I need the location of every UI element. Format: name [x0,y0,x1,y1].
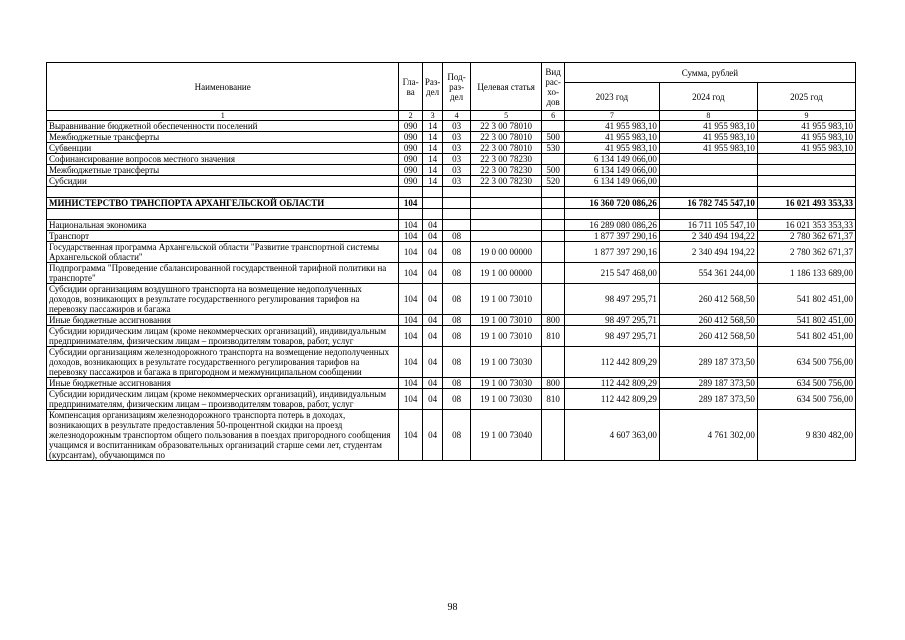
row-celevaya [470,209,542,220]
row-podrazdel [443,187,471,198]
row-sum-2023: 41 955 983,10 [564,132,659,143]
table-row [47,154,856,165]
row-name: Межбюджетные трансферты [47,132,399,143]
row-vid: 810 [542,389,564,410]
row-sum-2023 [564,209,659,220]
header-vid: Вид рас-хо-дов [542,63,564,111]
row-podrazdel: 03 [443,154,471,165]
header-2025: 2025 год [757,83,855,111]
row-glava: 090 [399,121,422,132]
row-podrazdel: 08 [443,284,471,315]
row-razdel: 04 [422,231,442,242]
row-sum-2025: 2 780 362 671,37 [757,242,855,263]
row-celevaya: 19 1 00 73030 [470,378,542,389]
row-name: Выравнивание бюджетной обеспеченности поселений [47,121,399,132]
row-vid: 500 [542,132,564,143]
row-name: Субсидии юридическим лицам (кроме некоммерческих организаций), индивидуальным предпринимателям, физическим лицам – производителям товаров, работ, услуг [47,389,399,410]
row-vid: 500 [542,165,564,176]
table-row [47,378,856,389]
row-razdel: 04 [422,263,442,284]
row-razdel: 04 [422,284,442,315]
table-row [47,176,856,187]
row-celevaya: 22 3 00 78230 [470,165,542,176]
row-sum-2025: 634 500 756,00 [757,347,855,378]
row-sum-2023: 41 955 983,10 [564,121,659,132]
row-sum-2024: 289 187 373,50 [659,389,757,410]
row-razdel: 04 [422,347,442,378]
row-sum-2023: 41 955 983,10 [564,143,659,154]
row-sum-2023: 6 134 149 066,00 [564,154,659,165]
colnum: 1 [47,111,399,121]
header-name: Наименование [47,63,399,111]
row-vid [542,121,564,132]
row-glava: 104 [399,242,422,263]
row-sum-2025: 541 802 451,00 [757,326,855,347]
row-glava: 090 [399,132,422,143]
row-podrazdel: 08 [443,263,471,284]
row-celevaya: 19 1 00 73030 [470,389,542,410]
header-celevaya: Целевая статья [470,63,542,111]
table-row [47,231,856,242]
header-2024: 2024 год [659,83,757,111]
row-razdel: 04 [422,389,442,410]
table-row [47,284,856,315]
row-celevaya: 19 1 00 73010 [470,315,542,326]
row-sum-2024: 260 412 568,50 [659,284,757,315]
row-celevaya: 22 3 00 78230 [470,176,542,187]
row-sum-2023: 6 134 149 066,00 [564,176,659,187]
table-row [47,410,856,461]
row-sum-2023: 16 289 080 086,26 [564,220,659,231]
row-vid: 810 [542,326,564,347]
row-celevaya: 19 1 00 00000 [470,263,542,284]
row-razdel: 14 [422,154,442,165]
colnum: 9 [757,111,855,121]
table-row [47,198,856,209]
row-glava: 090 [399,165,422,176]
row-vid: 520 [542,176,564,187]
row-sum-2025 [757,165,855,176]
row-vid [542,347,564,378]
row-glava: 104 [399,410,422,461]
row-name: Компенсация организациям железнодорожного транспорта потерь в доходах, возникающих в результате предоставления 50-процентной скидки на проезд железнодорожным транспортом общего пользования в поездах пригородного сообщения учащимся и воспитанникам образовательных организаций старше семи лет, студентам (курсантам), обучающимся по [47,410,399,461]
row-glava: 104 [399,284,422,315]
row-razdel: 14 [422,121,442,132]
row-celevaya: 22 3 00 78010 [470,132,542,143]
row-razdel: 04 [422,315,442,326]
row-sum-2024: 260 412 568,50 [659,326,757,347]
row-vid [542,220,564,231]
row-glava: 090 [399,143,422,154]
row-sum-2024 [659,176,757,187]
colnum: 5 [470,111,542,121]
row-razdel: 14 [422,165,442,176]
row-celevaya [470,198,542,209]
row-podrazdel: 08 [443,231,471,242]
row-glava: 104 [399,326,422,347]
row-vid: 530 [542,143,564,154]
table-row [47,165,856,176]
header-glava: Гла-ва [399,63,422,111]
row-podrazdel: 03 [443,176,471,187]
row-sum-2024 [659,165,757,176]
table-row [47,347,856,378]
row-celevaya: 22 3 00 78230 [470,154,542,165]
row-glava [399,187,422,198]
row-celevaya [470,231,542,242]
table-row [47,242,856,263]
row-podrazdel: 03 [443,132,471,143]
row-vid [542,231,564,242]
row-sum-2025 [757,154,855,165]
row-vid [542,263,564,284]
row-celevaya: 19 0 00 00000 [470,242,542,263]
row-sum-2024: 2 340 494 194,22 [659,231,757,242]
row-podrazdel: 08 [443,347,471,378]
row-vid [542,284,564,315]
budget-table [46,62,856,461]
row-vid [542,209,564,220]
row-sum-2025: 41 955 983,10 [757,143,855,154]
row-sum-2024: 554 361 244,00 [659,263,757,284]
row-sum-2025 [757,187,855,198]
row-name: Подпрограмма "Проведение сбалансированной государственной тарифной политики на транспорте" [47,263,399,284]
row-glava: 090 [399,154,422,165]
header-podrazdel: Под-раз-дел [443,63,471,111]
row-sum-2023: 98 497 295,71 [564,284,659,315]
row-glava: 104 [399,220,422,231]
row-sum-2024: 41 955 983,10 [659,121,757,132]
row-sum-2023: 1 877 397 290,16 [564,242,659,263]
row-podrazdel: 03 [443,143,471,154]
row-sum-2024: 2 340 494 194,22 [659,242,757,263]
row-podrazdel: 08 [443,389,471,410]
row-name [47,187,399,198]
row-sum-2024 [659,154,757,165]
table-row [47,315,856,326]
row-sum-2025: 1 186 133 689,00 [757,263,855,284]
row-podrazdel: 03 [443,165,471,176]
row-sum-2025: 541 802 451,00 [757,315,855,326]
row-vid [542,410,564,461]
colnum: 7 [564,111,659,121]
row-name: Национальная экономика [47,220,399,231]
row-name: Транспорт [47,231,399,242]
header-2023: 2023 год [564,83,659,111]
table-row [47,220,856,231]
row-podrazdel [443,209,471,220]
row-razdel [422,198,442,209]
row-name: Субсидии [47,176,399,187]
row-podrazdel: 08 [443,242,471,263]
row-name: Государственная программа Архангельской области "Развитие транспортной системы Архангельской области" [47,242,399,263]
row-celevaya: 22 3 00 78010 [470,121,542,132]
row-name: Иные бюджетные ассигнования [47,315,399,326]
row-sum-2025: 41 955 983,10 [757,121,855,132]
row-razdel: 04 [422,220,442,231]
row-glava: 104 [399,231,422,242]
row-celevaya: 22 3 00 78010 [470,143,542,154]
row-sum-2023: 16 360 720 086,26 [564,198,659,209]
row-sum-2024: 260 412 568,50 [659,315,757,326]
row-celevaya: 19 1 00 73010 [470,326,542,347]
row-vid: 800 [542,315,564,326]
row-name: Субвенции [47,143,399,154]
row-razdel: 04 [422,242,442,263]
table-row [47,263,856,284]
row-podrazdel: 08 [443,378,471,389]
row-sum-2023: 112 442 809,29 [564,378,659,389]
table-row [47,143,856,154]
row-razdel: 14 [422,132,442,143]
row-glava: 104 [399,263,422,284]
row-glava: 104 [399,378,422,389]
row-glava: 104 [399,389,422,410]
header-summa: Сумма, рублей [564,63,855,83]
row-celevaya [470,220,542,231]
row-vid: 800 [542,378,564,389]
row-sum-2025: 41 955 983,10 [757,132,855,143]
row-glava: 104 [399,347,422,378]
row-vid [542,198,564,209]
table-row [47,209,856,220]
row-sum-2024: 16 711 105 547,10 [659,220,757,231]
row-vid [542,154,564,165]
row-sum-2025: 16 021 493 353,33 [757,198,855,209]
row-sum-2023: 98 497 295,71 [564,326,659,347]
row-podrazdel: 08 [443,410,471,461]
row-podrazdel: 08 [443,326,471,347]
row-sum-2025 [757,209,855,220]
table-row [47,187,856,198]
row-sum-2023: 1 877 397 290,16 [564,231,659,242]
table-row [47,326,856,347]
row-razdel [422,209,442,220]
header-razdel: Раз-дел [422,63,442,111]
row-sum-2023: 215 547 468,00 [564,263,659,284]
row-sum-2025: 9 830 482,00 [757,410,855,461]
row-glava: 104 [399,315,422,326]
row-name: МИНИСТЕРСТВО ТРАНСПОРТА АРХАНГЕЛЬСКОЙ ОБЛАСТИ [47,198,399,209]
row-name: Субсидии организациям железнодорожного транспорта на возмещение недополученных доходов, возникающих в результате государственного регулирования тарифов на перевозку пассажиров и багажа в пригородном и межмуниципальном сообщении [47,347,399,378]
table-row [47,132,856,143]
page-number: 98 [447,602,458,613]
row-sum-2024 [659,187,757,198]
row-sum-2025: 634 500 756,00 [757,378,855,389]
row-razdel: 04 [422,378,442,389]
row-name: Межбюджетные трансферты [47,165,399,176]
row-name: Софинансирование вопросов местного значения [47,154,399,165]
row-sum-2024: 289 187 373,50 [659,347,757,378]
column-numbers-row [47,111,856,121]
row-sum-2024: 41 955 983,10 [659,132,757,143]
row-podrazdel [443,198,471,209]
colnum: 3 [422,111,442,121]
row-sum-2024 [659,209,757,220]
row-sum-2023 [564,187,659,198]
colnum: 6 [542,111,564,121]
row-vid [542,187,564,198]
row-name [47,209,399,220]
row-razdel: 14 [422,143,442,154]
table-row [47,121,856,132]
row-sum-2023: 112 442 809,29 [564,389,659,410]
row-name: Субсидии организациям воздушного транспорта на возмещение недополученных доходов, возникающих в результате государственного регулирования тарифов на перевозку пассажиров и багажа [47,284,399,315]
row-razdel [422,187,442,198]
row-sum-2025: 541 802 451,00 [757,284,855,315]
row-celevaya [470,187,542,198]
row-sum-2023: 4 607 363,00 [564,410,659,461]
row-sum-2023: 112 442 809,29 [564,347,659,378]
row-name: Иные бюджетные ассигнования [47,378,399,389]
row-razdel: 04 [422,410,442,461]
table-row [47,389,856,410]
row-sum-2024: 16 782 745 547,10 [659,198,757,209]
row-name: Субсидии юридическим лицам (кроме некоммерческих организаций), индивидуальным предпринимателям, физическим лицам – производителям товаров, работ, услуг [47,326,399,347]
colnum: 8 [659,111,757,121]
row-podrazdel: 03 [443,121,471,132]
row-sum-2024: 4 761 302,00 [659,410,757,461]
colnum: 2 [399,111,422,121]
row-celevaya: 19 1 00 73030 [470,347,542,378]
row-sum-2023: 6 134 149 066,00 [564,165,659,176]
row-sum-2023: 98 497 295,71 [564,315,659,326]
row-sum-2025: 634 500 756,00 [757,389,855,410]
row-sum-2024: 41 955 983,10 [659,143,757,154]
row-sum-2025: 16 021 353 353,33 [757,220,855,231]
row-sum-2025 [757,176,855,187]
row-razdel: 14 [422,176,442,187]
row-celevaya: 19 1 00 73010 [470,284,542,315]
row-celevaya: 19 1 00 73040 [470,410,542,461]
row-glava: 104 [399,198,422,209]
row-glava [399,209,422,220]
row-glava: 090 [399,176,422,187]
row-podrazdel [443,220,471,231]
row-podrazdel: 08 [443,315,471,326]
row-vid [542,242,564,263]
row-razdel: 04 [422,326,442,347]
row-sum-2025: 2 780 362 671,37 [757,231,855,242]
row-sum-2024: 289 187 373,50 [659,378,757,389]
colnum: 4 [443,111,471,121]
